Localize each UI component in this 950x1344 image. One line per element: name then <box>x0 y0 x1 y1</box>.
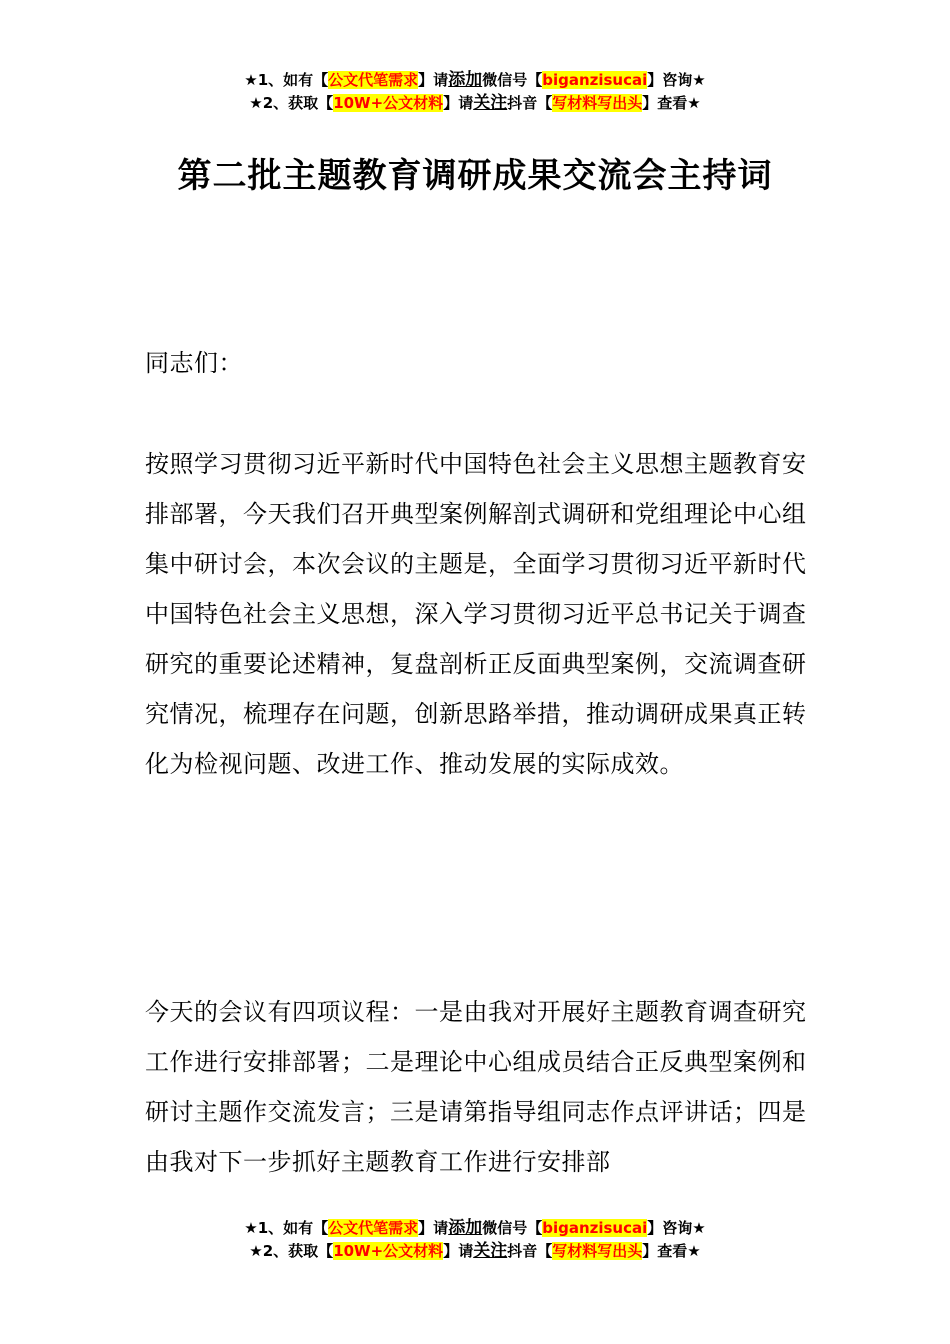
banner-text: 】查看★ <box>642 94 701 112</box>
banner-text: 】请 <box>418 1219 449 1237</box>
banner-text: 】请 <box>443 94 474 112</box>
banner-text: 】咨询★ <box>647 71 706 89</box>
douyin-highlight: 写材料写出头 <box>552 1242 643 1260</box>
wechat-id-highlight: biganzisucai <box>542 1219 648 1237</box>
douyin-highlight: 写材料写出头 <box>552 94 643 112</box>
banner-verb: 添加 <box>448 1218 483 1238</box>
banner-text: 微信号【 <box>482 1219 543 1237</box>
banner-text: ★1、如有【 <box>244 71 329 89</box>
banner-text: 】请 <box>418 71 449 89</box>
service-highlight: 公文代笔需求 <box>328 1219 419 1237</box>
banner-text: 】咨询★ <box>647 1219 706 1237</box>
banner-text: 】请 <box>443 1242 474 1260</box>
banner-text: ★2、获取【 <box>249 94 334 112</box>
banner-verb: 关注 <box>473 93 508 113</box>
banner-text: ★2、获取【 <box>249 1242 334 1260</box>
banner-verb: 关注 <box>473 1241 508 1261</box>
banner-verb: 添加 <box>448 70 483 90</box>
banner-line-1 <box>0 1217 950 1240</box>
header-banner <box>0 69 950 115</box>
banner-line-1 <box>0 69 950 92</box>
banner-line-2 <box>0 1240 950 1263</box>
material-highlight: 10W+公文材料 <box>333 94 444 112</box>
body-paragraph: 今天的会议有四项议程：一是由我对开展好主题教育调查研究工作进行安排部署；二是理论中心组成员结合正反典型案例和研讨主题作交流发言；三是请第指导组同志作点评讲话；四是由我对下一步抓好主题教育工作进行安排部 <box>145 998 807 1176</box>
body-paragraph: 按照学习贯彻习近平新时代中国特色社会主义思想主题教育安排部署，今天我们召开典型案例解剖式调研和党组理论中心组集中研讨会，本次会议的主题是，全面学习贯彻习近平新时代中国特色社会主义思想，深入学习贯彻习近平总书记关于调查研究的重要论述精神，复盘剖析正反面典型案例，交流调查研究情况，梳理存在问题，创新思路举措，推动调研成果真正转化为检视问题、改进工作、推动发展的实际成效。 <box>145 450 807 778</box>
greeting: 同志们： <box>145 349 243 377</box>
banner-text: 】查看★ <box>642 1242 701 1260</box>
banner-line-2 <box>0 92 950 115</box>
document-title: 第二批主题教育调研成果交流会主持词 <box>177 156 773 196</box>
material-highlight: 10W+公文材料 <box>333 1242 444 1260</box>
footer-banner <box>0 1217 950 1263</box>
banner-text: ★1、如有【 <box>244 1219 329 1237</box>
wechat-id-highlight: biganzisucai <box>542 71 648 89</box>
service-highlight: 公文代笔需求 <box>328 71 419 89</box>
banner-text: 抖音【 <box>507 94 553 112</box>
banner-text: 微信号【 <box>482 71 543 89</box>
banner-text: 抖音【 <box>507 1242 553 1260</box>
